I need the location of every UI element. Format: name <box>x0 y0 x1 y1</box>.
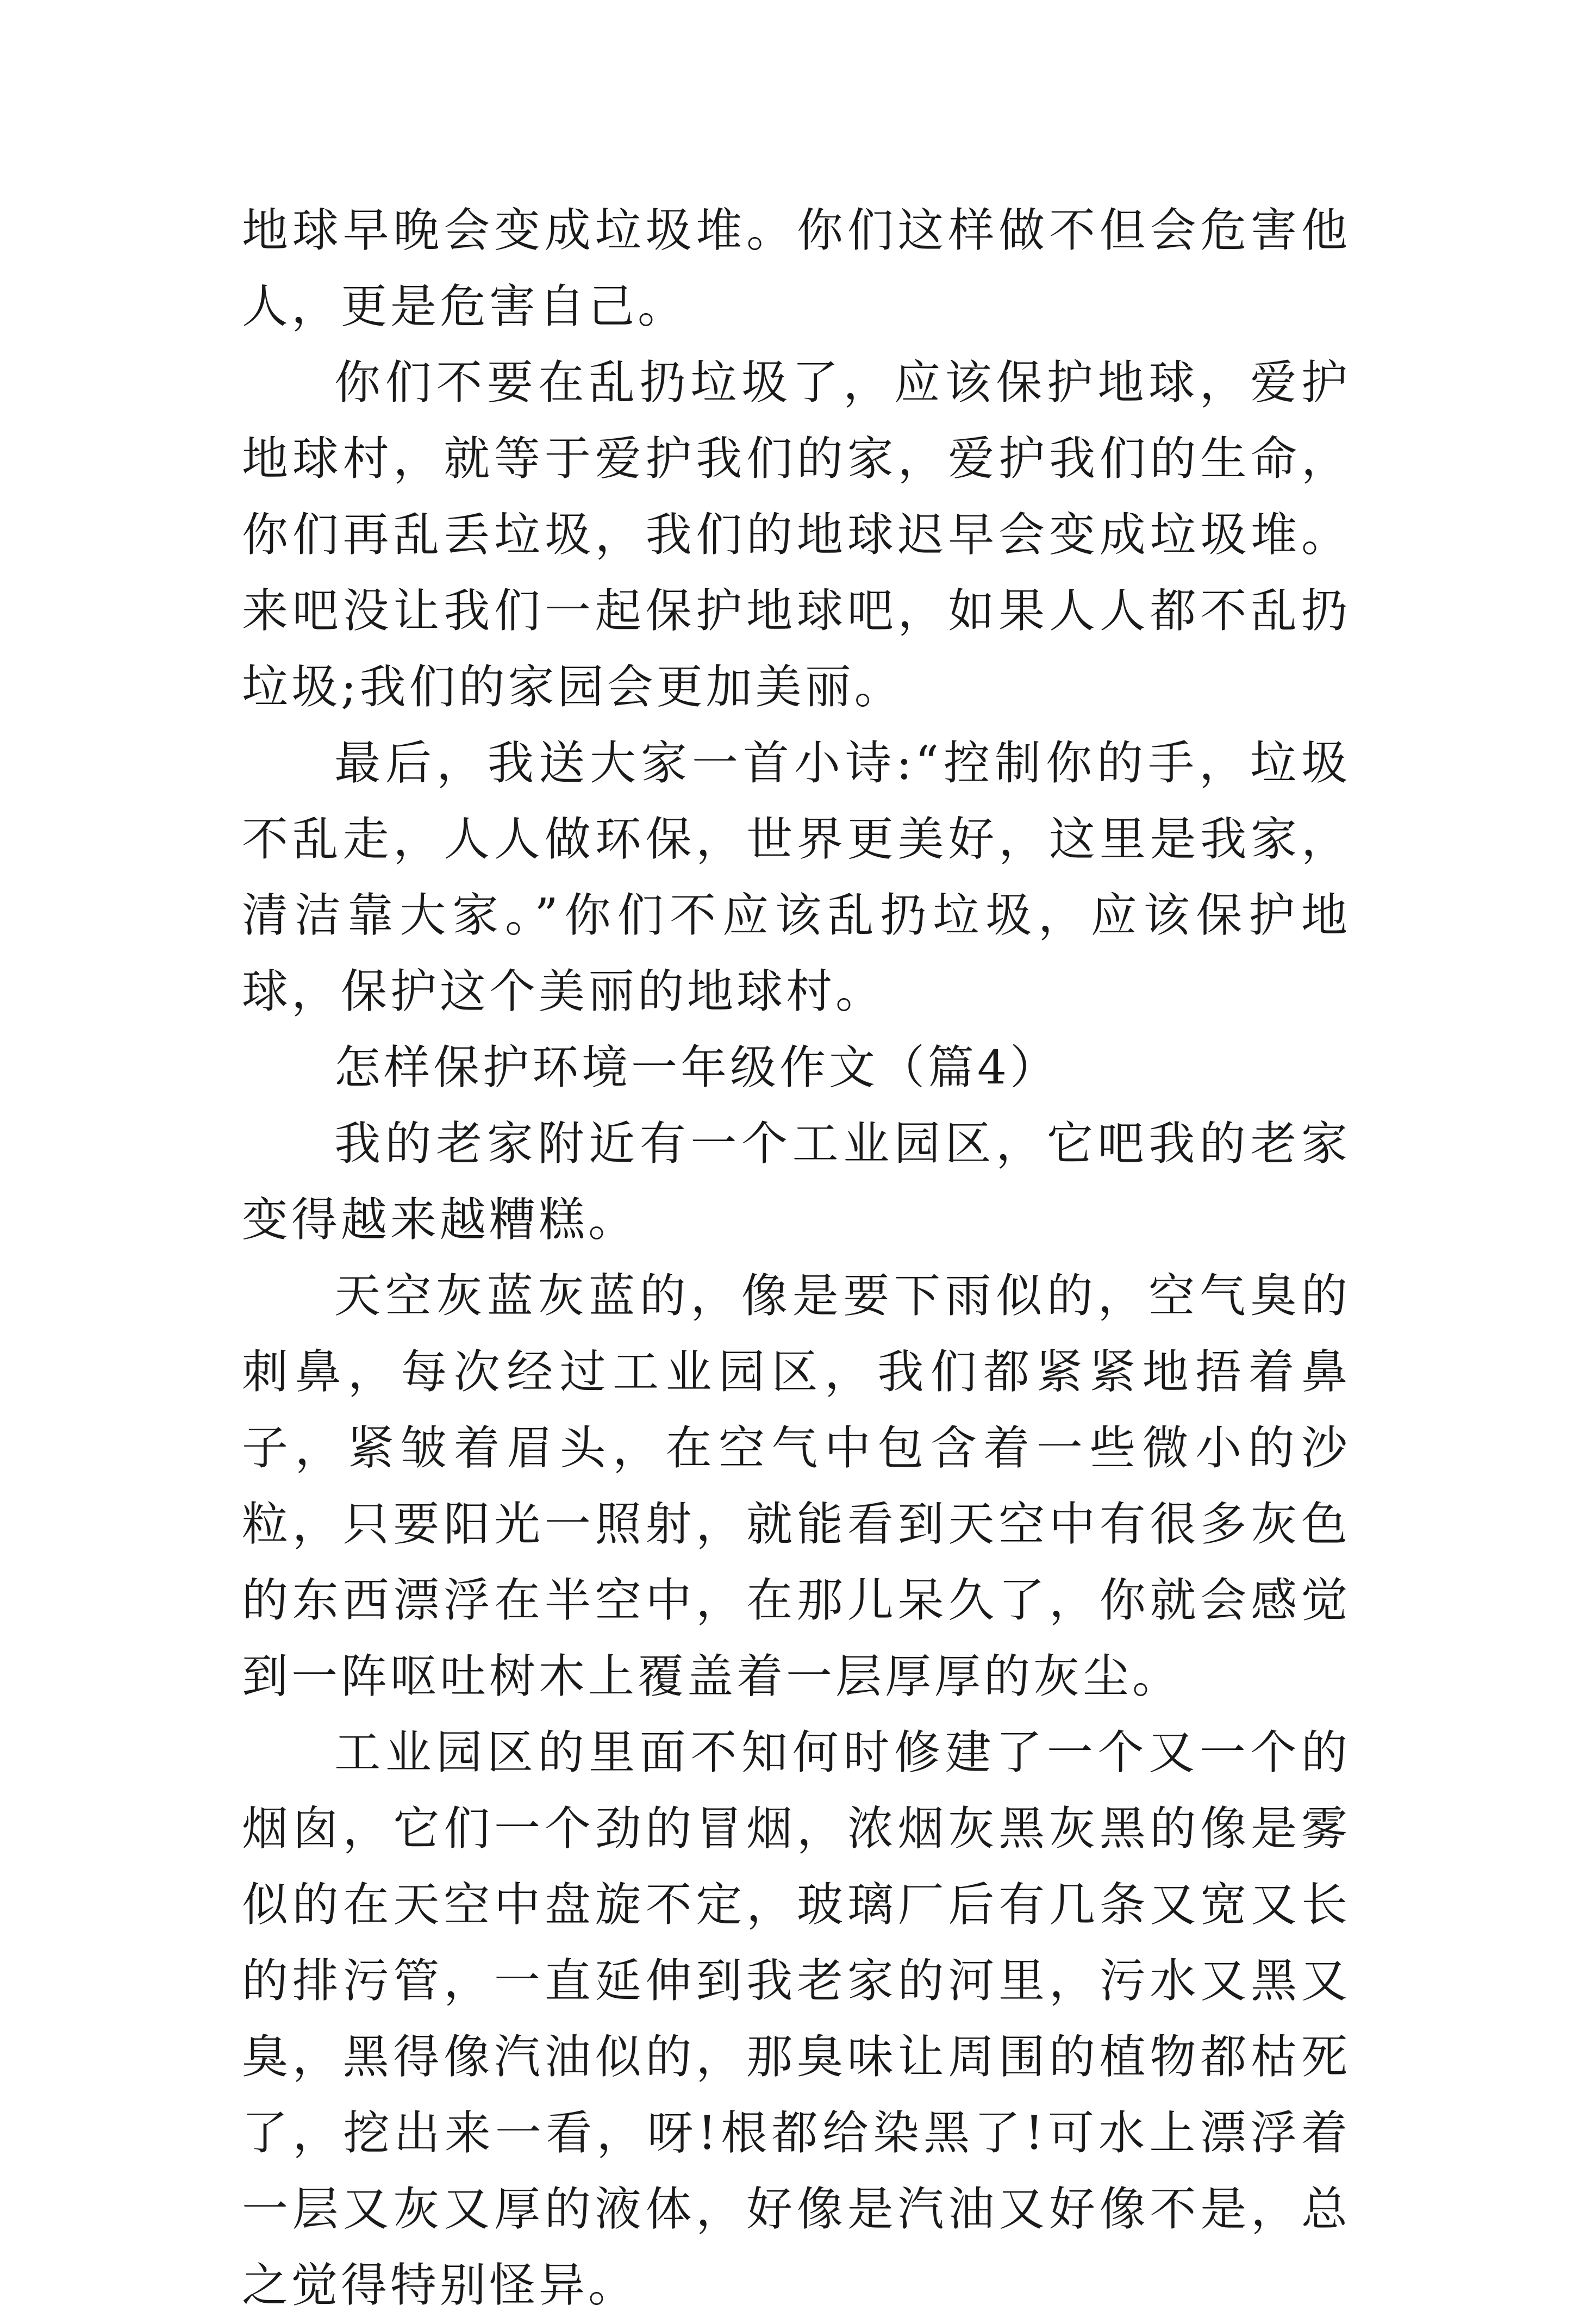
paragraph: 我的老家附近有一个工业园区，它吧我的老家变得越来越糟糕。 <box>242 1117 1351 1247</box>
section-heading: 怎样保护环境一年级作文（篇4） <box>334 1041 1060 1095</box>
paragraph: 天空灰蓝灰蓝的，像是要下雨似的，空气臭的刺鼻，每次经过工业园区，我们都紧紧地捂着鼻子，紧皱着眉头，在空气中包含着一些微小的沙粒，只要阳光一照射，就能看到天空中有很多灰色的东西漂浮在半空中，在那儿呆久了，你就会感觉到一阵呕吐树木上覆盖着一层厚厚的灰尘。 <box>242 1269 1351 1704</box>
document-body <box>242 193 1351 2324</box>
paragraph-continued: 地球早晚会变成垃圾堆。你们这样做不但会危害他人，更是危害自己。 <box>242 204 1351 334</box>
paragraph: 工业园区的里面不知何时修建了一个又一个的烟囱，它们一个劲的冒烟，浓烟灰黑灰黑的像是雾似的在天空中盘旋不定，玻璃厂后有几条又宽又长的排污管，一直延伸到我老家的河里，污水又黑又臭，黑得像汽油似的，那臭味让周围的植物都枯死了，挖出来一看，呀!根都给染黑了!可水上漂浮着一层又灰又厚的液体，好像是汽油又好像不是，总之觉得特别怪异。 <box>242 1726 1351 2313</box>
paragraph: 你们不要在乱扔垃圾了，应该保护地球，爱护地球村，就等于爱护我们的家，爱护我们的生命，你们再乱丢垃圾，我们的地球迟早会变成垃圾堆。来吧没让我们一起保护地球吧，如果人人都不乱扔垃圾;我们的家园会更加美丽。 <box>242 356 1351 714</box>
paragraph: 最后，我送大家一首小诗:“控制你的手，垃圾不乱走，人人做环保，世界更美好，这里是我家，清洁靠大家。”你们不应该乱扔垃圾，应该保护地球，保护这个美丽的地球村。 <box>242 737 1351 1019</box>
